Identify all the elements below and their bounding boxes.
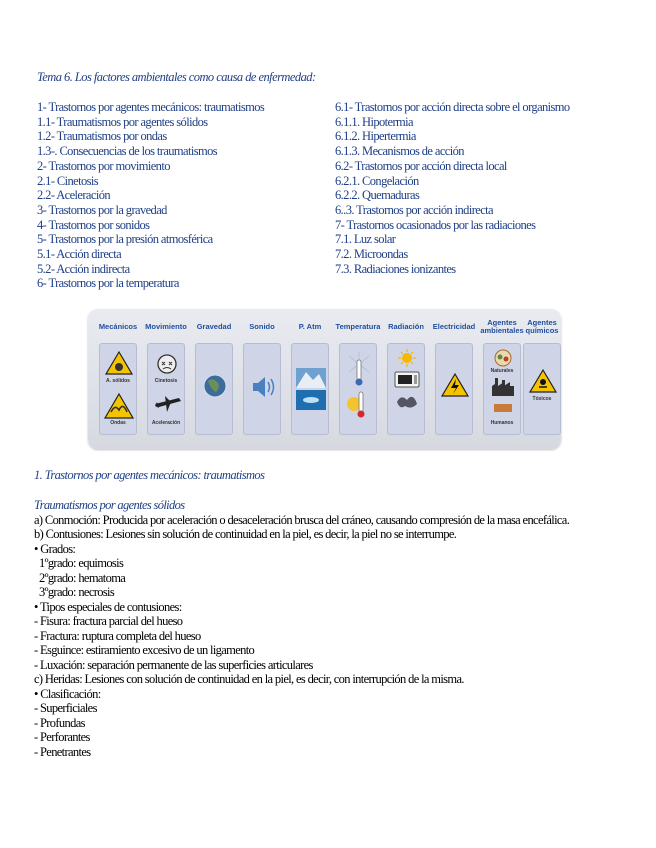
figure-panel (523, 343, 561, 435)
toc-item: 2- Trastornos por movimiento (37, 158, 170, 173)
figure-label: Mecánicos (98, 322, 138, 331)
toc-item: 7- Trastornos ocasionados por las radiaciones (335, 217, 536, 232)
figure-label: Sonido (249, 322, 275, 331)
figure-panel (339, 343, 377, 435)
body-line: • Clasificación: (34, 686, 101, 701)
toxic-warning-icon (525, 346, 561, 432)
figure-label: Agentes ambientales (480, 318, 524, 335)
figure-column-electricidad (431, 309, 477, 449)
figure-sublabel: Tóxicos (532, 396, 552, 402)
environmental-factors-figure (88, 309, 561, 449)
toc-item: 4- Trastornos por sonidos (37, 217, 150, 232)
figure-label: Gravedad (196, 322, 232, 331)
figure-column-movimiento (143, 309, 189, 449)
body-line: - Esguince: estiramiento excesivo de un ligamento (34, 643, 255, 657)
figure-column-patm (287, 309, 333, 449)
figure-sublabel: Aceleración (151, 420, 181, 426)
toc-item: 6.2.1. Congelación (335, 173, 419, 188)
body-line: - Profundas (34, 715, 85, 730)
speaker-icon (245, 346, 281, 432)
toc-item: 1.3-. Consecuencias de los traumatismos (37, 144, 218, 159)
document-title: Tema 6. Los factores ambientales como causa de enfermedad: (37, 70, 316, 84)
toc-item: 6- Trastornos por la temperatura (37, 276, 179, 291)
body-line: b) Contusiones: Lesiones sin solución de continuidad en la piel, es decir, la piel no se interrumpe. (34, 527, 457, 541)
mountain-diver-icon (293, 346, 329, 432)
body-line: - Fractura: ruptura completa del hueso (34, 628, 201, 643)
toc-item: 7.1. Luz solar (335, 232, 396, 247)
body-line: - Penetrantes (34, 744, 91, 759)
figure-label: Movimiento (145, 322, 187, 331)
figure-panel (435, 343, 473, 435)
high-voltage-icon (437, 346, 473, 432)
figure-column-radiacion (383, 309, 429, 449)
figure-panel (99, 343, 137, 435)
toc-item: 1.2- Traumatismos por ondas (37, 129, 167, 144)
earth-icon (197, 346, 233, 432)
body-line: - Superficiales (34, 701, 97, 715)
figure-sublabel: Ondas (110, 420, 126, 426)
toc-item: 5.1- Acción directa (37, 247, 122, 262)
figure-column-gravedad (191, 309, 237, 449)
body-line: - Fisura: fractura parcial del hueso (34, 614, 183, 628)
toc-item: 6..3. Trastornos por acción indirecta (335, 202, 493, 217)
figure-panel (291, 343, 329, 435)
figure-panel (243, 343, 281, 435)
toc-item: 2.1- Cinetosis (37, 173, 99, 188)
figure-label: Electricidad (432, 322, 476, 331)
toc-item: 3- Trastornos por la gravedad (37, 202, 167, 217)
figure-label: Temperatura (335, 322, 381, 331)
toc-left-column (37, 100, 264, 291)
body-line: • Grados: (34, 541, 76, 556)
toc-item: 6.1.1. Hipotermia (335, 114, 413, 129)
toc-item: 2.2- Aceleración (37, 188, 110, 203)
body-line: 1ºgrado: equimosis (39, 556, 124, 570)
figure-sublabel: Humanos (490, 420, 514, 426)
body-line: 2ºgrado: hematoma (39, 570, 126, 585)
body-line: a) Conmoción: Producida por aceleración o desaceleración brusca del cráneo, causando compresión de la masa encefálica. (34, 512, 570, 527)
figure-sublabel: Cinetosis (154, 378, 178, 384)
figure-sublabel: Naturales (490, 368, 514, 374)
figure-panel (195, 343, 233, 435)
toc-right-column (335, 100, 570, 276)
toc-item: 1- Trastornos por agentes mecánicos: traumatismos (37, 100, 265, 114)
figure-label: Agentes químicos (525, 318, 559, 335)
toc-item: 6.2- Trastornos por acción directa local (335, 158, 507, 173)
figure-column-sonido (239, 309, 285, 449)
body-line: - Luxación: separación permanente de las superficies articulares (34, 657, 313, 672)
figure-column-temperatura (335, 309, 381, 449)
toc-item: 6.2.2. Quemaduras (335, 188, 420, 203)
figure-panel (387, 343, 425, 435)
toc-item: 6.1.2. Hipertermia (335, 129, 416, 144)
figure-column-agentes-quimicos (519, 309, 565, 449)
figure-panel (483, 343, 521, 435)
figure-sublabel: A. sólidos (106, 378, 130, 384)
toc-item: 1.1- Traumatismos por agentes sólidos (37, 114, 208, 129)
figure-label: P. Atm (298, 322, 322, 331)
toc-item: 7.3. Radiaciones ionizantes (335, 261, 456, 276)
section-heading: 1. Trastornos por agentes mecánicos: traumatismos (34, 468, 265, 482)
toc-item: 5.2- Acción indirecta (37, 261, 130, 276)
thermometer-icon (341, 346, 377, 432)
figure-panel (147, 343, 185, 435)
toc-item: 5- Trastornos por la presión atmosférica (37, 232, 213, 247)
sun-microwave-icon (389, 346, 425, 432)
section-body (34, 498, 624, 759)
section-subheading: Traumatismos por agentes sólidos (34, 498, 185, 512)
body-line: • Tipos especiales de contusiones: (34, 599, 182, 614)
figure-label: Radiación (388, 322, 424, 331)
figure-column-mecanicos (95, 309, 141, 449)
toc-item: 7.2. Microondas (335, 247, 408, 262)
toc-item: 6.1.3. Mecanismos de acción (335, 144, 464, 159)
body-line: - Perforantes (34, 730, 90, 744)
body-line: 3ºgrado: necrosis (39, 585, 115, 599)
body-line: c) Heridas: Lesiones con solución de continuidad en la piel, es decir, con interrupción de la misma. (34, 672, 464, 686)
toc-item: 6.1- Trastornos por acción directa sobre el organismo (335, 100, 570, 114)
